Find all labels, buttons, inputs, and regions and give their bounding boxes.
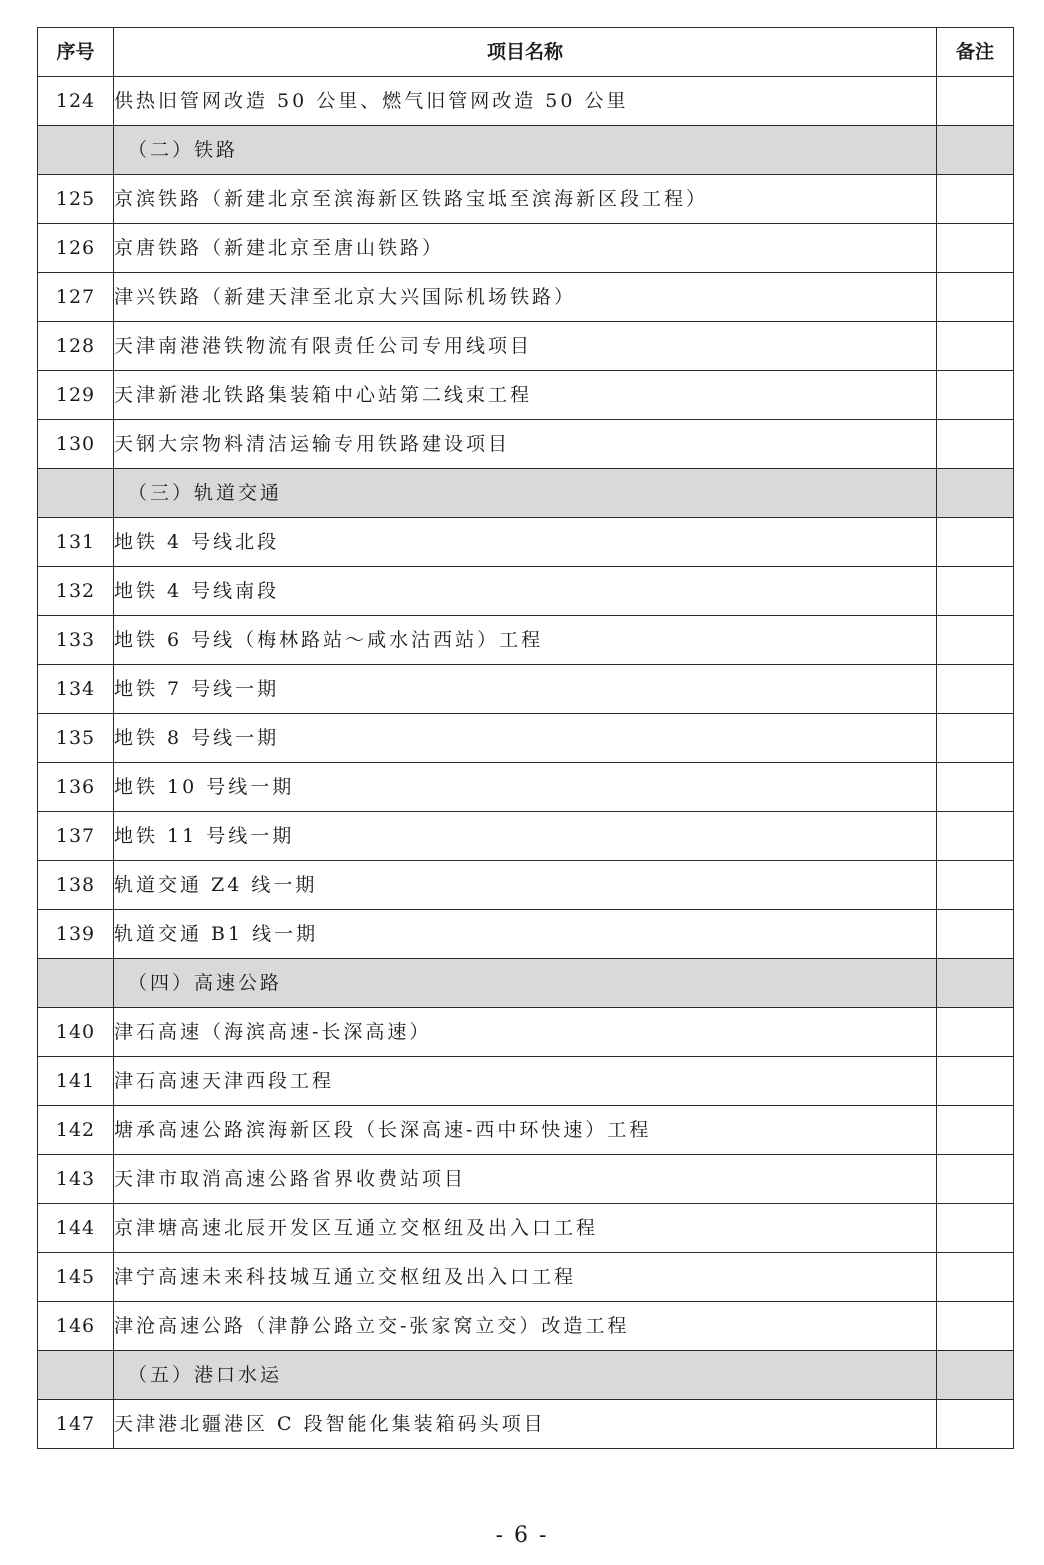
project-name-cell: 津石高速（海滨高速-长深高速） <box>114 1008 937 1057</box>
remark-cell <box>937 1400 1014 1449</box>
serial-number-cell <box>38 126 114 175</box>
project-name-cell: 天津新港北铁路集装箱中心站第二线束工程 <box>114 371 937 420</box>
remark-cell <box>937 616 1014 665</box>
remark-cell <box>937 567 1014 616</box>
table-row <box>38 273 1014 322</box>
header-remark: 备注 <box>937 28 1014 77</box>
remark-cell <box>937 224 1014 273</box>
project-name-cell: 天钢大宗物料清洁运输专用铁路建设项目 <box>114 420 937 469</box>
remark-cell <box>937 910 1014 959</box>
serial-number-cell: 126 <box>38 224 114 273</box>
remark-cell <box>937 1008 1014 1057</box>
table-row <box>38 371 1014 420</box>
remark-cell <box>937 714 1014 763</box>
project-name-cell: 地铁 4 号线南段 <box>114 567 937 616</box>
remark-cell <box>937 1302 1014 1351</box>
remark-cell <box>937 126 1014 175</box>
serial-number-cell: 138 <box>38 861 114 910</box>
project-name-cell: 轨道交通 B1 线一期 <box>114 910 937 959</box>
table-row <box>38 175 1014 224</box>
project-name-cell: 轨道交通 Z4 线一期 <box>114 861 937 910</box>
remark-cell <box>937 1155 1014 1204</box>
remark-cell <box>937 812 1014 861</box>
table-row <box>38 665 1014 714</box>
serial-number-cell: 124 <box>38 77 114 126</box>
table-row <box>38 420 1014 469</box>
remark-cell <box>937 665 1014 714</box>
serial-number-cell: 146 <box>38 1302 114 1351</box>
remark-cell <box>937 322 1014 371</box>
project-name-cell: 地铁 10 号线一期 <box>114 763 937 812</box>
section-row <box>38 1351 1014 1400</box>
remark-cell <box>937 371 1014 420</box>
remark-cell <box>937 861 1014 910</box>
project-name-cell: 地铁 11 号线一期 <box>114 812 937 861</box>
section-row <box>38 959 1014 1008</box>
serial-number-cell: 143 <box>38 1155 114 1204</box>
serial-number-cell: 128 <box>38 322 114 371</box>
header-project-name: 项目名称 <box>114 28 937 77</box>
serial-number-cell: 131 <box>38 518 114 567</box>
project-name-cell: 津宁高速未来科技城互通立交枢纽及出入口工程 <box>114 1253 937 1302</box>
project-name-cell: 天津南港港铁物流有限责任公司专用线项目 <box>114 322 937 371</box>
serial-number-cell <box>38 1351 114 1400</box>
project-name-cell: 供热旧管网改造 50 公里、燃气旧管网改造 50 公里 <box>114 77 937 126</box>
serial-number-cell: 125 <box>38 175 114 224</box>
project-name-cell: 地铁 4 号线北段 <box>114 518 937 567</box>
project-name-cell: 津兴铁路（新建天津至北京大兴国际机场铁路） <box>114 273 937 322</box>
serial-number-cell: 141 <box>38 1057 114 1106</box>
remark-cell <box>937 1253 1014 1302</box>
remark-cell <box>937 518 1014 567</box>
remark-cell <box>937 420 1014 469</box>
serial-number-cell: 132 <box>38 567 114 616</box>
section-title-cell: （二）铁路 <box>114 126 937 175</box>
remark-cell <box>937 1204 1014 1253</box>
table-row <box>38 1106 1014 1155</box>
header-serial-number: 序号 <box>38 28 114 77</box>
table-body <box>38 77 1014 1449</box>
table-row <box>38 518 1014 567</box>
table-row <box>38 567 1014 616</box>
table-row <box>38 763 1014 812</box>
project-name-cell: 天津市取消高速公路省界收费站项目 <box>114 1155 937 1204</box>
project-name-cell: 京滨铁路（新建北京至滨海新区铁路宝坻至滨海新区段工程） <box>114 175 937 224</box>
table-row <box>38 861 1014 910</box>
table-row <box>38 1155 1014 1204</box>
serial-number-cell <box>38 959 114 1008</box>
serial-number-cell: 142 <box>38 1106 114 1155</box>
project-name-cell: 地铁 8 号线一期 <box>114 714 937 763</box>
remark-cell <box>937 1351 1014 1400</box>
table-row <box>38 812 1014 861</box>
serial-number-cell: 135 <box>38 714 114 763</box>
table-row <box>38 714 1014 763</box>
serial-number-cell: 133 <box>38 616 114 665</box>
remark-cell <box>937 469 1014 518</box>
table-row <box>38 224 1014 273</box>
serial-number-cell: 140 <box>38 1008 114 1057</box>
section-title-cell: （四）高速公路 <box>114 959 937 1008</box>
serial-number-cell: 127 <box>38 273 114 322</box>
table-row <box>38 1400 1014 1449</box>
remark-cell <box>937 763 1014 812</box>
remark-cell <box>937 77 1014 126</box>
remark-cell <box>937 1106 1014 1155</box>
project-name-cell: 津沧高速公路（津静公路立交-张家窝立交）改造工程 <box>114 1302 937 1351</box>
serial-number-cell: 147 <box>38 1400 114 1449</box>
table-header-row <box>38 28 1014 77</box>
project-name-cell: 京津塘高速北辰开发区互通立交枢纽及出入口工程 <box>114 1204 937 1253</box>
section-title-cell: （五）港口水运 <box>114 1351 937 1400</box>
project-name-cell: 地铁 6 号线（梅林路站～咸水沽西站）工程 <box>114 616 937 665</box>
serial-number-cell: 137 <box>38 812 114 861</box>
project-name-cell: 地铁 7 号线一期 <box>114 665 937 714</box>
section-row <box>38 126 1014 175</box>
serial-number-cell: 145 <box>38 1253 114 1302</box>
remark-cell <box>937 175 1014 224</box>
table-row <box>38 1302 1014 1351</box>
page-number: - 6 - <box>495 1523 549 1548</box>
section-title-cell: （三）轨道交通 <box>114 469 937 518</box>
table-row <box>38 1253 1014 1302</box>
remark-cell <box>937 1057 1014 1106</box>
serial-number-cell: 134 <box>38 665 114 714</box>
project-table <box>37 27 1014 1449</box>
table-row <box>38 77 1014 126</box>
table-row <box>38 1008 1014 1057</box>
serial-number-cell: 139 <box>38 910 114 959</box>
serial-number-cell: 130 <box>38 420 114 469</box>
table-row <box>38 616 1014 665</box>
remark-cell <box>937 959 1014 1008</box>
table-row <box>38 322 1014 371</box>
project-name-cell: 津石高速天津西段工程 <box>114 1057 937 1106</box>
serial-number-cell <box>38 469 114 518</box>
section-row <box>38 469 1014 518</box>
table-row <box>38 1057 1014 1106</box>
serial-number-cell: 144 <box>38 1204 114 1253</box>
table-row <box>38 1204 1014 1253</box>
project-name-cell: 塘承高速公路滨海新区段（长深高速-西中环快速）工程 <box>114 1106 937 1155</box>
project-name-cell: 天津港北疆港区 C 段智能化集装箱码头项目 <box>114 1400 937 1449</box>
serial-number-cell: 129 <box>38 371 114 420</box>
table-row <box>38 910 1014 959</box>
remark-cell <box>937 273 1014 322</box>
project-name-cell: 京唐铁路（新建北京至唐山铁路） <box>114 224 937 273</box>
serial-number-cell: 136 <box>38 763 114 812</box>
